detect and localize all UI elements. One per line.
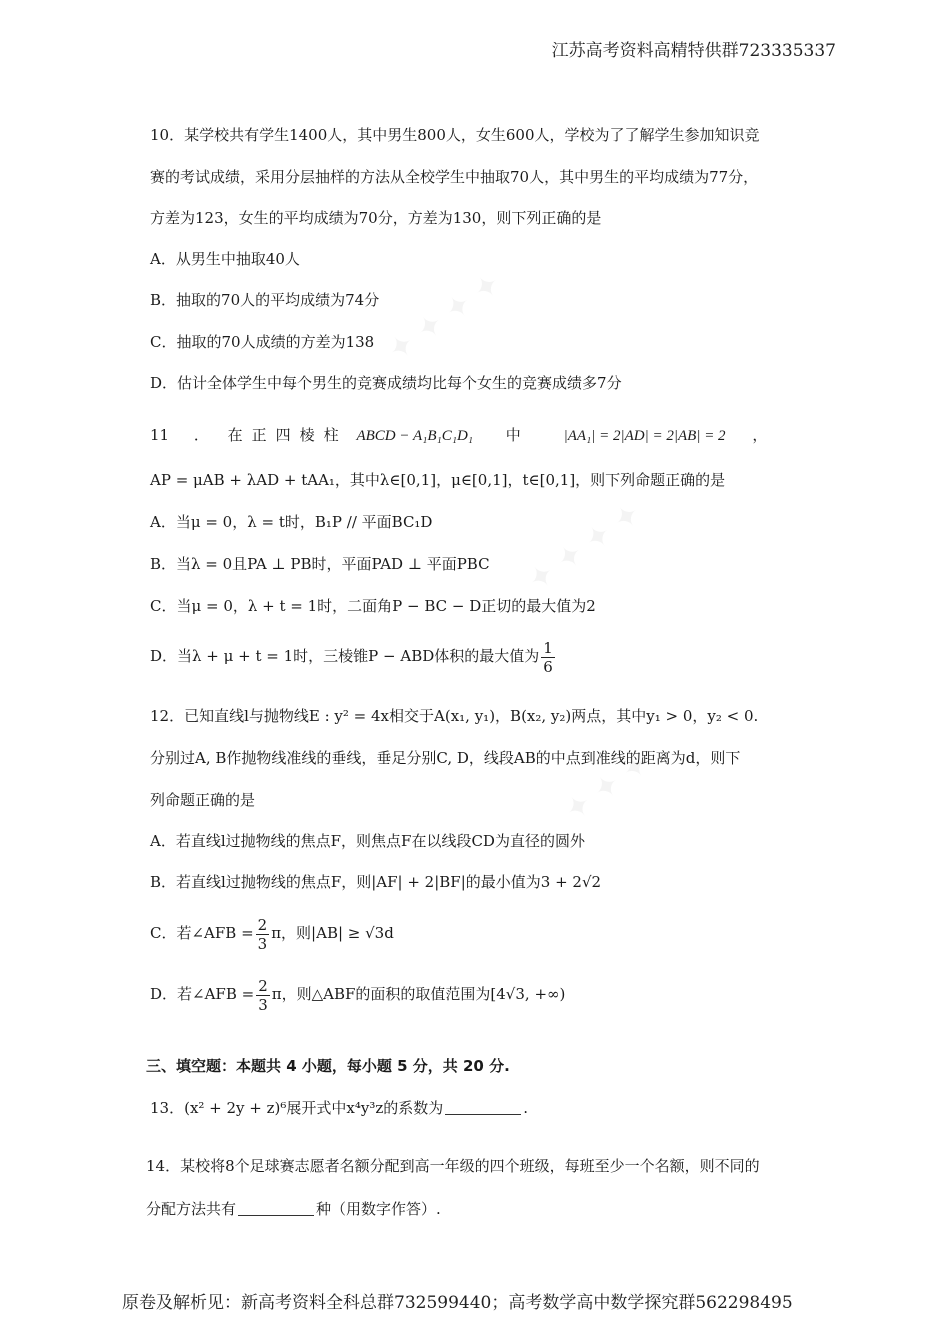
q14-text-post: 种（用数字作答）.	[316, 1200, 441, 1218]
q12-option-d	[150, 974, 565, 1014]
q11-option-b: B．当λ = 0且PA ⊥ PB时，平面PAD ⊥ 平面PBC	[150, 555, 490, 573]
q11-dot: ．	[193, 426, 209, 444]
fraction	[256, 916, 270, 953]
fraction-numerator: 2	[257, 915, 268, 934]
q12-option-d-pre: D．若∠AFB =	[150, 985, 255, 1003]
fraction	[541, 639, 555, 676]
q10-option-c: C．抽取的70人成绩的方差为138	[150, 333, 375, 351]
q11-option-d-text: D．当λ + μ + t = 1时，三棱锥P − ABD体积的最大值为	[150, 647, 540, 665]
q12-option-c-pre: C．若∠AFB =	[150, 924, 254, 942]
q11-condition: |AA₁| = 2|AD| = 2|AB| = 2	[563, 428, 726, 444]
answer-blank[interactable]	[445, 1100, 521, 1115]
q11-number: 11	[150, 426, 170, 444]
q13-line	[150, 1097, 528, 1119]
q11-line-1	[150, 424, 767, 447]
q11-solid: ABCD − A₁B₁C₁D₁	[356, 428, 474, 444]
q13-text: 13．(x² + 2y + z)⁶展开式中x⁴y³z的系数为	[150, 1099, 444, 1117]
q11-option-c: C．当μ = 0，λ + t = 1时，二面角P − BC − D正切的最大值为2	[150, 597, 596, 615]
q10-option-d: D．估计全体学生中每个男生的竞赛成绩均比每个女生的竞赛成绩多7分	[150, 374, 622, 392]
fraction	[256, 977, 270, 1014]
q12-line-2: 分别过A, B作抛物线准线的垂线，垂足分别C, D，线段AB的中点到准线的距离为d，则下	[150, 749, 741, 767]
watermark: ✦ ✦ ✦ ✦	[381, 266, 508, 369]
watermark: ✦ ✦ ✦	[558, 746, 656, 829]
q14-line-2	[146, 1198, 441, 1220]
q10-line-2: 赛的考试成绩，采用分层抽样的方法从全校学生中抽取70人，其中男生的平均成绩为77分，	[150, 168, 759, 186]
q10-option-b: B．抽取的70人的平均成绩为74分	[150, 291, 380, 309]
page-footer: 原卷及解析见：新高考资料全科总群732599440；高考数学高中数学探究群562298495	[122, 1293, 793, 1313]
q12-option-d-post: π，则△ABF的面积的取值范围为[4√3, +∞)	[271, 985, 566, 1003]
q12-option-a: A．若直线l过抛物线的焦点F，则焦点F在以线段CD为直径的圆外	[150, 832, 585, 850]
fraction-numerator: 2	[258, 976, 268, 995]
fraction-denominator: 6	[543, 657, 553, 676]
q14-text-pre: 分配方法共有	[146, 1200, 237, 1218]
fraction-numerator: 1	[543, 638, 553, 657]
q12-line-1: 12．已知直线l与抛物线E : y² = 4x相交于A(x₁, y₁)，B(x₂, y₂)两点，其中y₁ > 0，y₂ < 0.	[150, 707, 759, 725]
q10-option-a: A．从男生中抽取40人	[150, 250, 300, 268]
q11-text-2: 中	[505, 426, 521, 444]
page-header: 江苏高考资料高精特供群723335337	[551, 41, 836, 61]
q13-period: .	[523, 1099, 529, 1117]
q10-line-3: 方差为123，女生的平均成绩为70分，方差为130，则下列正确的是	[150, 209, 602, 227]
fraction-denominator: 3	[257, 934, 268, 953]
q11-line-2: AP = μAB + λAD + tAA₁，其中λ∈[0,1]，μ∈[0,1]，t∈[0,1]，则下列命题正确的是	[150, 471, 726, 489]
q14-line-1: 14．某校将8个足球赛志愿者名额分配到高一年级的四个班级，每班至少一个名额，则不同的	[146, 1157, 760, 1175]
q11-option-a: A．当μ = 0，λ = t时，B₁P // 平面BC₁D	[150, 513, 433, 531]
q12-line-3: 列命题正确的是	[150, 791, 256, 809]
q12-option-c	[150, 913, 394, 953]
q12-option-c-post: π，则|AB| ≥ √3d	[271, 924, 394, 942]
answer-blank[interactable]	[238, 1201, 314, 1216]
q11-option-d	[150, 636, 557, 676]
q11-comma: ，	[752, 426, 768, 444]
q12-option-b: B．若直线l过抛物线的焦点F，则|AF| + 2|BF|的最小值为3 + 2√2	[150, 873, 602, 891]
section-title: 三、填空题：本题共 4 小题，每小题 5 分，共 20 分.	[146, 1057, 510, 1075]
q11-text-1: 在正四棱柱	[227, 426, 348, 444]
fraction-denominator: 3	[258, 995, 268, 1014]
q10-line-1: 10．某学校共有学生1400人，其中男生800人，女生600人，学校为了了解学生参加知识竞	[150, 126, 760, 144]
watermark: ✦ ✦ ✦ ✦	[521, 496, 648, 599]
